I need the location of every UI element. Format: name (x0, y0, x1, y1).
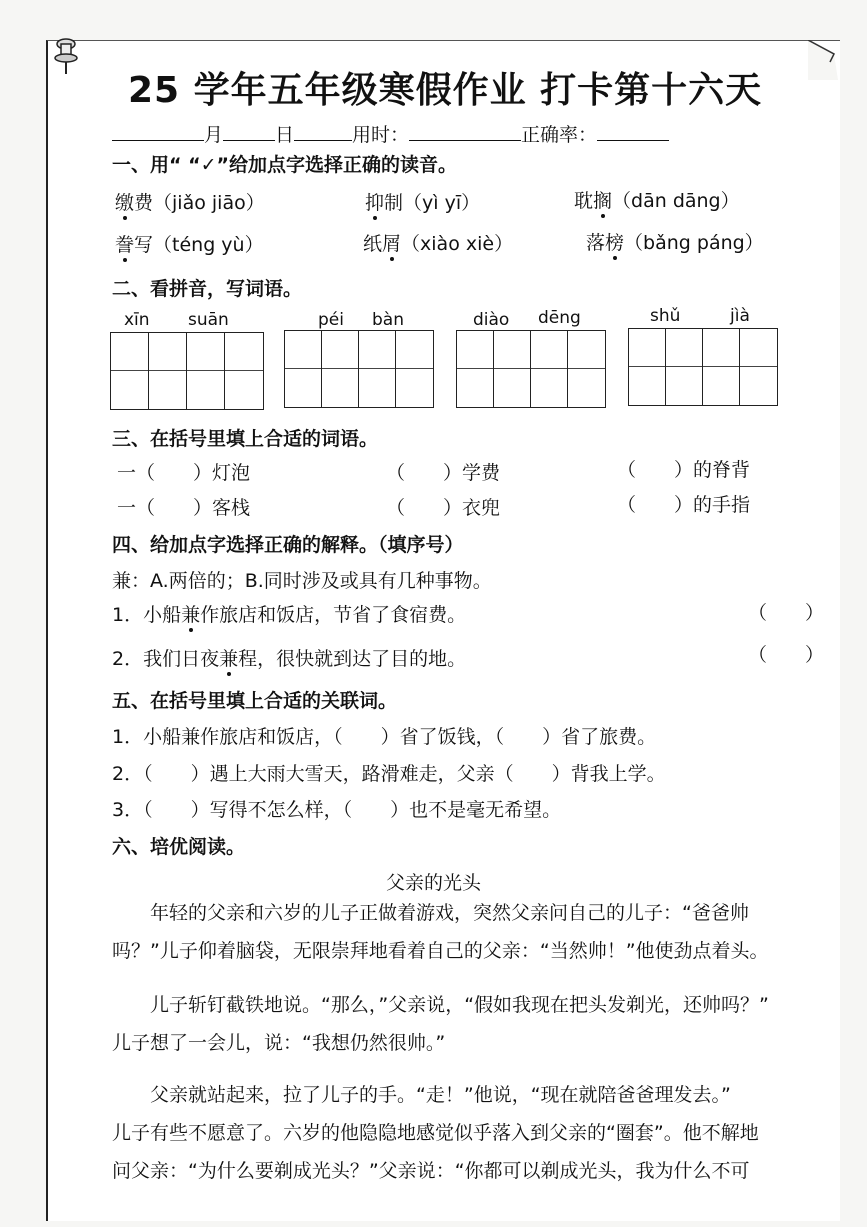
fill-blank-item[interactable]: 一（ ）客栈 (117, 497, 251, 519)
conjunction-question[interactable]: 3．（ ）写得不怎么样，（ ）也不是毫无希望。 (112, 799, 562, 821)
blank-line[interactable] (597, 122, 669, 141)
pinyin-item[interactable]: 纸屑（xiào xiè） (363, 233, 514, 255)
reading-paragraph-1: 年轻的父亲和六岁的儿子正做着游戏，突然父亲问自己的儿子：“爸爸帅 吗？”儿子仰着脑袋，无限崇拜地看着自己的父亲：“当然帅！”他使劲点着头。 (112, 902, 769, 962)
reading-paragraph-2: 儿子斩钉截铁地说。“那么，”父亲说，“假如我现在把头发剃光，还帅吗？” 儿子想了一会儿，说：“我想仍然很帅。” (112, 994, 769, 1054)
reading-paragraph-3: 父亲就站起来，拉了儿子的手。“走！”他说，“现在就陪爸爸理发去。” 儿子有些不愿意了。六岁的他隐隐地感觉似乎落入到父亲的“圈套”。他不解地 问父亲：“为什么要剃成光头？”父亲说：“你都可以剃成光头，我为什么不可 (112, 1084, 759, 1182)
conjunction-question[interactable]: 2．（ ）遇上大雨大雪天，路滑难走，父亲（ ）背我上学。 (112, 763, 666, 785)
blank-line[interactable] (112, 122, 204, 141)
pinyin-label: shǔ (650, 306, 681, 326)
pinyin-item[interactable]: 落榜（bǎng páng） (586, 232, 764, 254)
time-label: 用时： (352, 124, 410, 146)
answer-paren[interactable]: （ ） (748, 602, 825, 624)
conjunction-question[interactable]: 1．小船兼作旅店和饭店，（ ）省了饭钱，（ ）省了旅费。 (112, 726, 657, 748)
fill-blank-item[interactable]: （ ）的手指 (617, 494, 751, 516)
question-1: 1．小船兼作旅店和饭店，节省了食宿费。 (112, 604, 467, 626)
writing-grid[interactable] (628, 328, 778, 406)
section-3-heading: 三、在括号里填上合适的词语。 (112, 428, 379, 450)
fill-blank-item[interactable]: 一（ ）灯泡 (117, 462, 251, 484)
writing-grid[interactable] (456, 330, 606, 408)
pinyin-item[interactable]: 耽搁（dān dāng） (574, 190, 740, 212)
answer-paren[interactable]: （ ） (748, 644, 825, 666)
fill-blank-item[interactable]: （ ）的脊背 (617, 459, 751, 481)
accuracy-label: 正确率： (521, 124, 598, 146)
pushpin-icon (52, 36, 80, 76)
writing-grid[interactable] (284, 330, 434, 408)
writing-grid[interactable] (110, 332, 264, 410)
section-2-heading: 二、看拼音，写词语。 (112, 278, 303, 300)
pinyin-label: péi (318, 310, 344, 330)
month-label: 月 (204, 124, 224, 146)
blank-line[interactable] (223, 122, 275, 141)
pinyin-label: dēng (538, 308, 581, 328)
pinyin-item[interactable]: 誊写（téng yù） (115, 234, 264, 256)
pinyin-item[interactable]: 抑制（yì yī） (365, 192, 481, 214)
section-1-heading: 一、用“ “✓”给加点字选择正确的读音。 (112, 154, 457, 176)
pinyin-label: xīn (124, 310, 150, 330)
pinyin-label: diào (473, 310, 510, 330)
blank-line[interactable] (409, 122, 521, 141)
pinyin-label: bàn (372, 310, 404, 330)
section-4-heading: 四、给加点字选择正确的解释。（填序号） (112, 534, 464, 556)
fill-blank-item[interactable]: （ ）学费 (386, 462, 501, 484)
reading-title: 父亲的光头 (385, 872, 481, 894)
day-label: 日 (275, 124, 295, 146)
pinyin-label: suān (188, 310, 229, 330)
pinyin-label: jìà (730, 306, 750, 326)
blank-line[interactable] (294, 122, 352, 141)
question-2: 2．我们日夜兼程，很快就到达了目的地。 (112, 648, 467, 670)
definition-text: 兼：A.两倍的；B.同时涉及或具有几种事物。 (112, 570, 492, 592)
header-fields (112, 120, 669, 147)
section-5-heading: 五、在括号里填上合适的关联词。 (112, 690, 398, 712)
pinyin-item[interactable]: 缴费（jiǎo jiāo） (115, 192, 265, 214)
page-title: 25 学年五年级寒假作业 打卡第十六天 (128, 70, 763, 111)
fill-blank-item[interactable]: （ ）衣兜 (386, 497, 501, 519)
section-6-heading: 六、培优阅读。 (112, 836, 246, 858)
